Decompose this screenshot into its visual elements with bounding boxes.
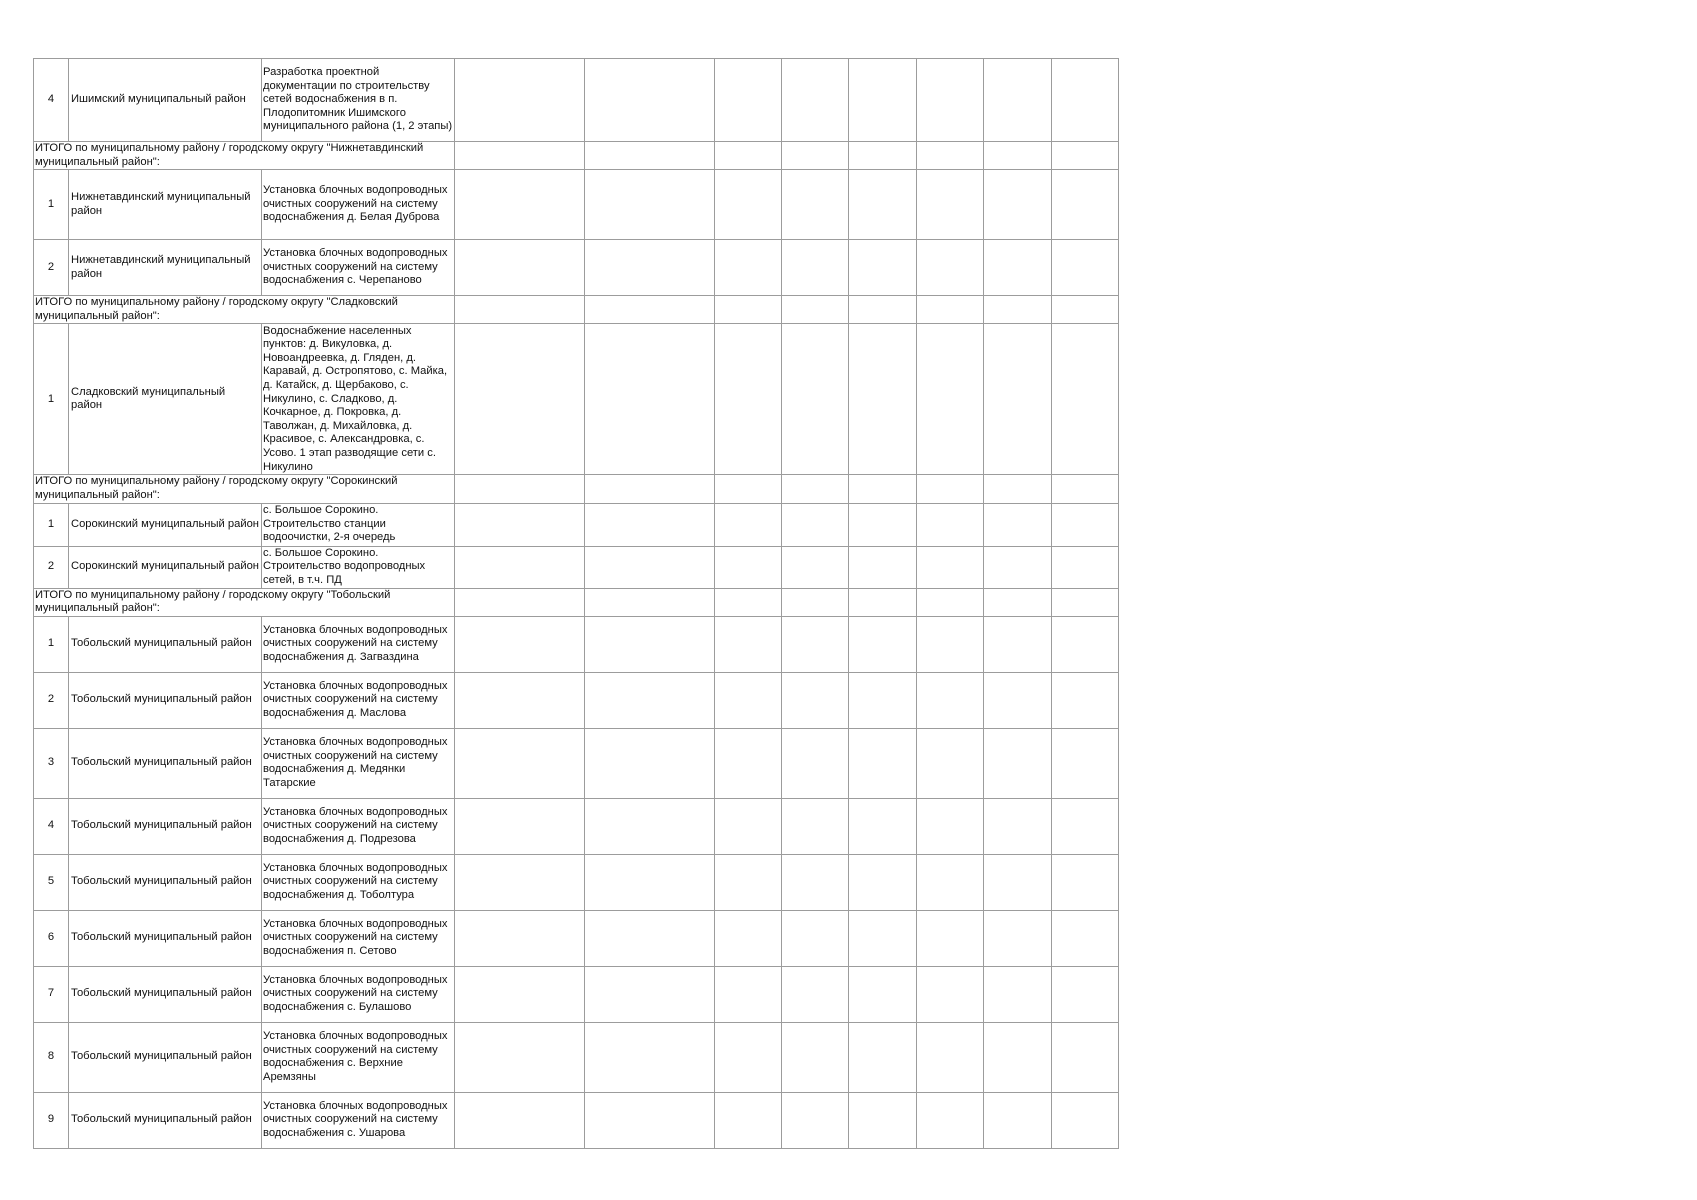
project-description-cell: Установка блочных водопроводных очистных сооружений на систему водоснабжения д. Белая Дуброва (262, 170, 455, 240)
empty-cell (984, 170, 1052, 240)
district-cell: Тобольский муниципальный район (69, 1022, 262, 1092)
row-number-cell: 4 (34, 59, 69, 142)
empty-cell (782, 910, 849, 966)
empty-cell (849, 966, 917, 1022)
empty-cell (1052, 240, 1119, 296)
empty-cell (585, 966, 715, 1022)
district-total-label: ИТОГО по муниципальному району / городскому округу "Нижнетавдинский муниципальный район": (34, 142, 455, 170)
empty-cell (917, 616, 984, 672)
empty-cell (455, 142, 585, 170)
empty-cell (455, 1092, 585, 1148)
empty-cell (455, 728, 585, 798)
empty-cell (917, 854, 984, 910)
empty-cell (455, 910, 585, 966)
empty-cell (585, 240, 715, 296)
row-number-cell: 1 (34, 616, 69, 672)
empty-cell (917, 798, 984, 854)
empty-cell (1052, 1022, 1119, 1092)
project-description-cell: с. Большое Сорокино. Строительство водопроводных сетей, в т.ч. ПД (262, 546, 455, 588)
empty-cell (585, 503, 715, 546)
empty-cell (585, 546, 715, 588)
row-number-cell: 1 (34, 170, 69, 240)
empty-cell (917, 966, 984, 1022)
district-total-label: ИТОГО по муниципальному району / городскому округу "Сладковский муниципальный район": (34, 296, 455, 324)
row-number-cell: 8 (34, 1022, 69, 1092)
empty-cell (849, 59, 917, 142)
project-description-cell: с. Большое Сорокино. Строительство станции водоочистки, 2-я очередь (262, 503, 455, 546)
row-number-cell: 2 (34, 672, 69, 728)
empty-cell (849, 616, 917, 672)
empty-cell (1052, 324, 1119, 475)
empty-cell (715, 475, 782, 503)
empty-cell (984, 588, 1052, 616)
empty-cell (984, 910, 1052, 966)
district-cell: Тобольский муниципальный район (69, 616, 262, 672)
empty-cell (585, 324, 715, 475)
empty-cell (782, 324, 849, 475)
empty-cell (455, 616, 585, 672)
empty-cell (984, 1022, 1052, 1092)
empty-cell (715, 1022, 782, 1092)
district-cell: Тобольский муниципальный район (69, 854, 262, 910)
empty-cell (984, 1092, 1052, 1148)
empty-cell (782, 1092, 849, 1148)
empty-cell (715, 854, 782, 910)
empty-cell (585, 616, 715, 672)
empty-cell (585, 910, 715, 966)
empty-cell (585, 59, 715, 142)
district-cell: Сорокинский муниципальный район (69, 503, 262, 546)
empty-cell (984, 142, 1052, 170)
project-row (34, 503, 1119, 546)
empty-cell (984, 854, 1052, 910)
project-row (34, 1092, 1119, 1148)
project-description-cell: Разработка проектной документации по строительству сетей водоснабжения в п. Плодопитомник Ишимского муниципального района (1, 2 этапы) (262, 59, 455, 142)
empty-cell (849, 240, 917, 296)
empty-cell (715, 240, 782, 296)
district-cell: Тобольский муниципальный район (69, 1092, 262, 1148)
empty-cell (849, 1022, 917, 1092)
project-description-cell: Установка блочных водопроводных очистных сооружений на систему водоснабжения д. Медянки Татарские (262, 728, 455, 798)
district-cell: Нижнетавдинский муниципальный район (69, 170, 262, 240)
empty-cell (1052, 59, 1119, 142)
empty-cell (984, 728, 1052, 798)
row-number-cell: 4 (34, 798, 69, 854)
row-number-cell: 1 (34, 503, 69, 546)
empty-cell (984, 296, 1052, 324)
empty-cell (715, 728, 782, 798)
empty-cell (585, 1022, 715, 1092)
empty-cell (917, 170, 984, 240)
empty-cell (585, 170, 715, 240)
empty-cell (1052, 546, 1119, 588)
project-description-cell: Установка блочных водопроводных очистных сооружений на систему водоснабжения с. Ушарова (262, 1092, 455, 1148)
project-row (34, 1022, 1119, 1092)
district-cell: Сладковский муниципальный район (69, 324, 262, 475)
district-cell: Сорокинский муниципальный район (69, 546, 262, 588)
empty-cell (1052, 854, 1119, 910)
row-number-cell: 3 (34, 728, 69, 798)
district-total-label: ИТОГО по муниципальному району / городскому округу "Тобольский муниципальный район": (34, 588, 455, 616)
empty-cell (917, 1022, 984, 1092)
empty-cell (782, 616, 849, 672)
empty-cell (984, 546, 1052, 588)
empty-cell (984, 324, 1052, 475)
empty-cell (455, 966, 585, 1022)
row-number-cell: 7 (34, 966, 69, 1022)
empty-cell (782, 1022, 849, 1092)
empty-cell (782, 546, 849, 588)
empty-cell (585, 588, 715, 616)
district-cell: Тобольский муниципальный район (69, 910, 262, 966)
empty-cell (917, 672, 984, 728)
empty-cell (585, 854, 715, 910)
empty-cell (917, 910, 984, 966)
empty-cell (455, 672, 585, 728)
empty-cell (917, 475, 984, 503)
project-description-cell: Установка блочных водопроводных очистных сооружений на систему водоснабжения д. Маслова (262, 672, 455, 728)
project-description-cell: Установка блочных водопроводных очистных сооружений на систему водоснабжения п. Сетово (262, 910, 455, 966)
empty-cell (455, 1022, 585, 1092)
row-number-cell: 1 (34, 324, 69, 475)
project-row (34, 616, 1119, 672)
empty-cell (455, 475, 585, 503)
empty-cell (984, 59, 1052, 142)
empty-cell (984, 798, 1052, 854)
empty-cell (782, 798, 849, 854)
empty-cell (917, 296, 984, 324)
empty-cell (849, 1092, 917, 1148)
project-row (34, 170, 1119, 240)
empty-cell (715, 588, 782, 616)
project-row (34, 798, 1119, 854)
district-cell: Тобольский муниципальный район (69, 672, 262, 728)
empty-cell (455, 59, 585, 142)
project-description-cell: Установка блочных водопроводных очистных сооружений на систему водоснабжения с. Черепаново (262, 240, 455, 296)
empty-cell (782, 854, 849, 910)
empty-cell (1052, 798, 1119, 854)
empty-cell (782, 296, 849, 324)
empty-cell (782, 503, 849, 546)
empty-cell (917, 728, 984, 798)
empty-cell (849, 142, 917, 170)
empty-cell (1052, 910, 1119, 966)
empty-cell (455, 798, 585, 854)
empty-cell (917, 546, 984, 588)
empty-cell (849, 475, 917, 503)
empty-cell (715, 142, 782, 170)
project-row (34, 324, 1119, 475)
empty-cell (849, 546, 917, 588)
empty-cell (849, 854, 917, 910)
empty-cell (1052, 142, 1119, 170)
empty-cell (585, 672, 715, 728)
row-number-cell: 9 (34, 1092, 69, 1148)
empty-cell (782, 475, 849, 503)
empty-cell (715, 1092, 782, 1148)
empty-cell (782, 142, 849, 170)
empty-cell (849, 170, 917, 240)
empty-cell (849, 798, 917, 854)
empty-cell (984, 616, 1052, 672)
empty-cell (1052, 1092, 1119, 1148)
empty-cell (715, 59, 782, 142)
empty-cell (455, 854, 585, 910)
project-row (34, 966, 1119, 1022)
empty-cell (984, 672, 1052, 728)
district-cell: Ишимский муниципальный район (69, 59, 262, 142)
empty-cell (917, 588, 984, 616)
empty-cell (849, 296, 917, 324)
empty-cell (715, 503, 782, 546)
empty-cell (984, 475, 1052, 503)
empty-cell (715, 546, 782, 588)
empty-cell (455, 240, 585, 296)
empty-cell (782, 728, 849, 798)
empty-cell (455, 296, 585, 324)
empty-cell (1052, 616, 1119, 672)
empty-cell (455, 170, 585, 240)
empty-cell (455, 503, 585, 546)
project-description-cell: Установка блочных водопроводных очистных сооружений на систему водоснабжения д. Загваздина (262, 616, 455, 672)
empty-cell (715, 616, 782, 672)
empty-cell (782, 966, 849, 1022)
empty-cell (585, 296, 715, 324)
project-description-cell: Установка блочных водопроводных очистных сооружений на систему водоснабжения д. Подрезова (262, 798, 455, 854)
empty-cell (782, 588, 849, 616)
empty-cell (1052, 588, 1119, 616)
empty-cell (585, 1092, 715, 1148)
empty-cell (1052, 296, 1119, 324)
empty-cell (782, 240, 849, 296)
empty-cell (1052, 503, 1119, 546)
district-total-label: ИТОГО по муниципальному району / городскому округу "Сорокинский муниципальный район": (34, 475, 455, 503)
empty-cell (849, 910, 917, 966)
investment-program-table (33, 58, 1119, 1149)
empty-cell (715, 672, 782, 728)
project-description-cell: Установка блочных водопроводных очистных сооружений на систему водоснабжения с. Верхние Аремзяны (262, 1022, 455, 1092)
empty-cell (782, 59, 849, 142)
empty-cell (455, 588, 585, 616)
empty-cell (917, 240, 984, 296)
district-total-row (34, 588, 1119, 616)
project-description-cell: Водоснабжение населенных пунктов: д. Викуловка, д. Новоандреевка, д. Гляден, д. Каравай, д. Остропятово, с. Майка, д. Катайск, д. Щербаково, с. Никулино, с. Сладково, д. Кочкарное, д. Покровка, д. Таволжан, д. Михайловка, д. Красивое, с. Александровка, с. Усово. 1 этап разводящие сети с. Никулино (262, 324, 455, 475)
project-row (34, 672, 1119, 728)
empty-cell (849, 503, 917, 546)
empty-cell (917, 142, 984, 170)
empty-cell (585, 142, 715, 170)
empty-cell (1052, 728, 1119, 798)
empty-cell (984, 503, 1052, 546)
empty-cell (455, 546, 585, 588)
empty-cell (849, 324, 917, 475)
row-number-cell: 5 (34, 854, 69, 910)
empty-cell (585, 798, 715, 854)
empty-cell (715, 910, 782, 966)
table-body (34, 59, 1119, 1149)
empty-cell (917, 59, 984, 142)
district-cell: Тобольский муниципальный район (69, 728, 262, 798)
empty-cell (715, 798, 782, 854)
empty-cell (1052, 475, 1119, 503)
empty-cell (585, 475, 715, 503)
empty-cell (455, 324, 585, 475)
empty-cell (1052, 966, 1119, 1022)
project-description-cell: Установка блочных водопроводных очистных сооружений на систему водоснабжения с. Булашово (262, 966, 455, 1022)
empty-cell (984, 240, 1052, 296)
district-total-row (34, 475, 1119, 503)
project-row (34, 240, 1119, 296)
project-row (34, 728, 1119, 798)
empty-cell (849, 672, 917, 728)
empty-cell (715, 324, 782, 475)
row-number-cell: 2 (34, 546, 69, 588)
district-cell: Нижнетавдинский муниципальный район (69, 240, 262, 296)
project-row (34, 546, 1119, 588)
empty-cell (782, 672, 849, 728)
empty-cell (715, 296, 782, 324)
empty-cell (715, 170, 782, 240)
project-row (34, 854, 1119, 910)
empty-cell (585, 728, 715, 798)
project-description-cell: Установка блочных водопроводных очистных сооружений на систему водоснабжения д. Тоболтура (262, 854, 455, 910)
empty-cell (917, 1092, 984, 1148)
empty-cell (917, 324, 984, 475)
row-number-cell: 6 (34, 910, 69, 966)
project-row (34, 59, 1119, 142)
district-cell: Тобольский муниципальный район (69, 798, 262, 854)
district-total-row (34, 296, 1119, 324)
empty-cell (1052, 170, 1119, 240)
empty-cell (917, 503, 984, 546)
empty-cell (1052, 672, 1119, 728)
project-row (34, 910, 1119, 966)
district-cell: Тобольский муниципальный район (69, 966, 262, 1022)
row-number-cell: 2 (34, 240, 69, 296)
empty-cell (849, 728, 917, 798)
district-total-row (34, 142, 1119, 170)
empty-cell (984, 966, 1052, 1022)
empty-cell (782, 170, 849, 240)
empty-cell (715, 966, 782, 1022)
empty-cell (849, 588, 917, 616)
